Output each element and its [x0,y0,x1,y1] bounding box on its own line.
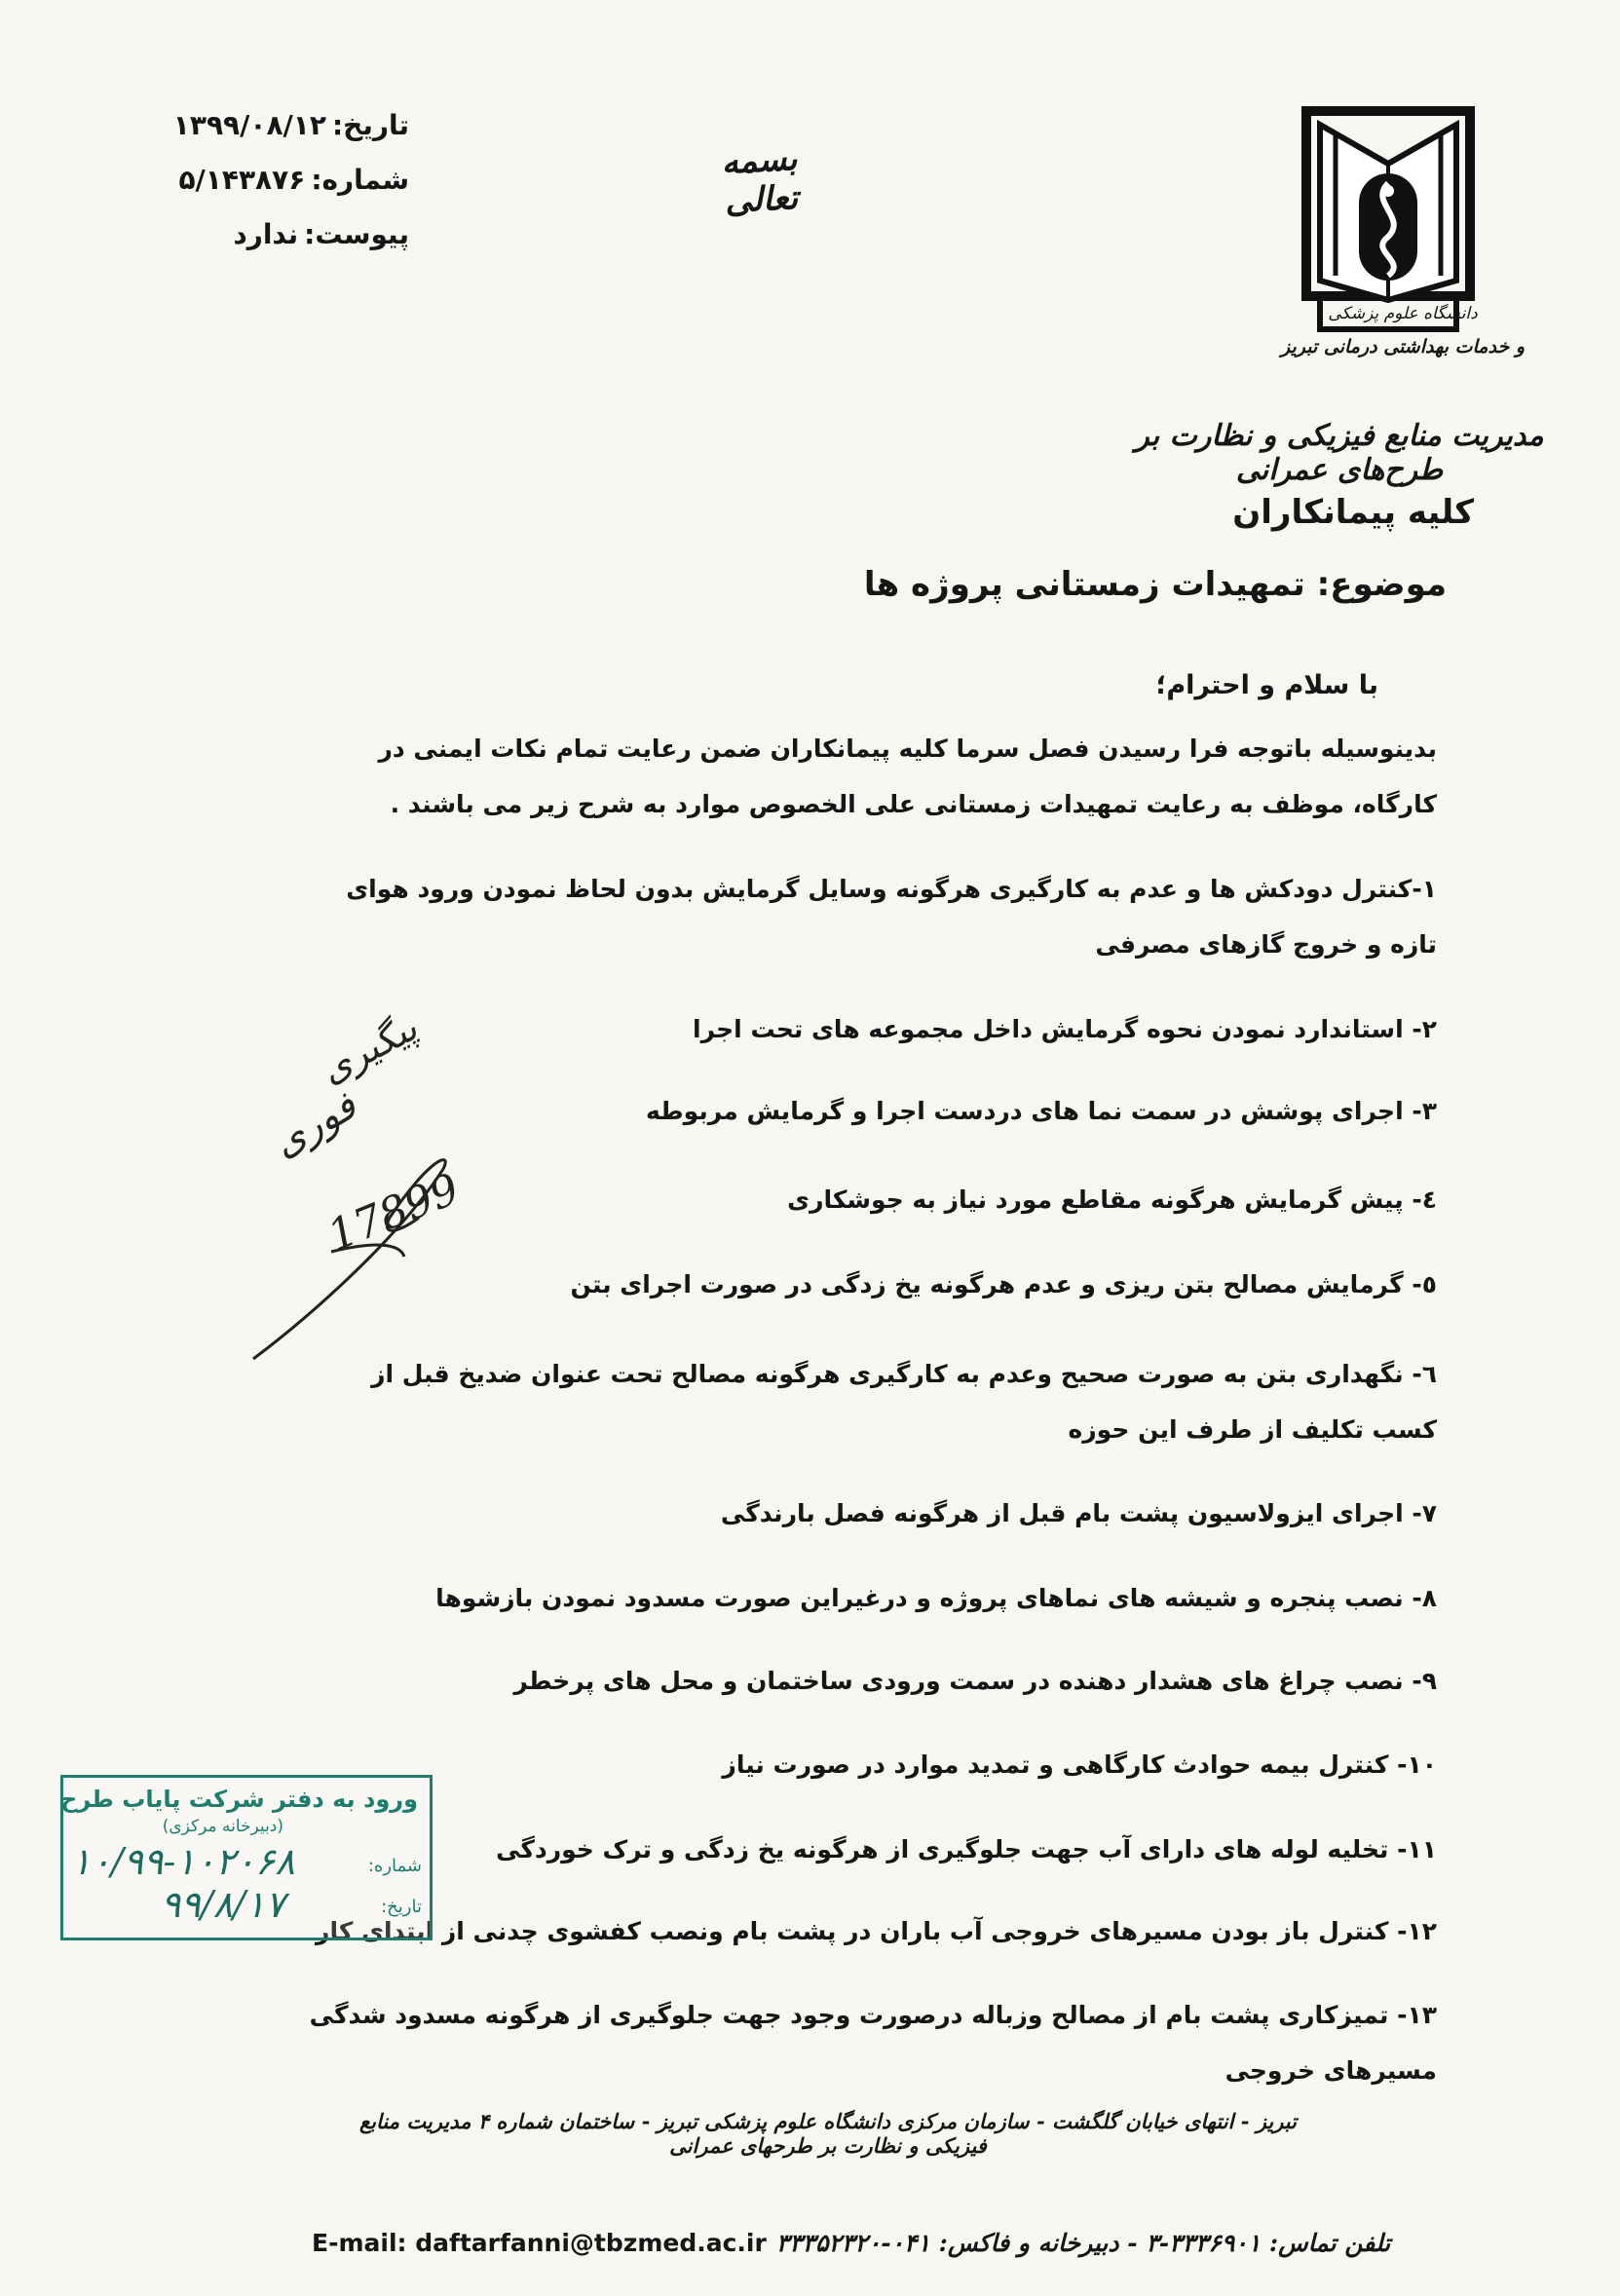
list-item: ۱-کنترل دودکش ها و عدم به کارگیری هرگونه وسایل گرمایش بدون لحاظ نمودن ورود هوای تازه و خروج گازهای مصرفی [346,875,1437,959]
list-item: ۷- اجرای ایزولاسیون پشت بام قبل از هرگونه فصل بارندگی [720,1499,1437,1527]
attachment-row [175,207,409,261]
list-item: ۳- اجرای پوشش در سمت نما های دردست اجرا و گرمایش مربوطه [645,1097,1437,1125]
recipient: کلیه پیمانکاران [1232,493,1474,532]
annotation-line1: پیگیری [313,1005,425,1092]
list-item: ٦- نگهداری بتن به صورت صحیح وعدم به کارگیری هرگونه مصالح تحت عنوان ضدیخ قبل از کسب تکلیف از طرف این حوزه [371,1360,1437,1444]
receipt-stamp [60,1775,433,1940]
footer-email: E-mail: daftarfanni@tbzmed.ac.ir [312,2229,767,2257]
stamp-title: ورود به دفتر شرکت پایاب طرح [60,1786,418,1813]
number-row [175,152,409,207]
greeting: با سلام و احترام؛ [1155,670,1378,700]
attachment-value: ندارد [233,217,299,250]
subject: موضوع: تمهیدات زمستانی پروژه ها [863,565,1447,604]
stamp-date-label: تاریخ: [381,1897,422,1917]
list-item: ۹- نصب چراغ های هشدار دهنده در سمت ورودی ساختمان و محل های پرخطر [513,1667,1437,1695]
handwritten-annotation [234,994,546,1383]
university-logo-icon [1300,105,1476,334]
date-row [172,97,409,152]
stamp-subtitle: (دبیرخانه مرکزی) [162,1817,283,1836]
list-item: ۱۱- تخلیه لوله های دارای آب جهت جلوگیری از هرگونه یخ زدگی و ترک خوردگی [496,1835,1437,1863]
list-item: ۲- استاندارد نمودن نحوه گرمایش داخل مجموعه های تحت اجرا [693,1015,1437,1043]
list-item: ۱۳- تمیزکاری پشت بام از مصالح وزباله درصورت وجود جهت جلوگیری از هرگونه مسدود شدگی مسیرهای خروجی [309,2001,1437,2085]
footer-contact [312,2229,1391,2257]
letter-meta [172,97,409,261]
date-value: ۱۳۹۹/۰۸/۱۲ [172,108,326,141]
date-label: تاریخ: [331,108,409,141]
footer-address: تبریز - انتهای خیابان گلگشت - سازمان مرکزی دانشگاه علوم پزشکی تبریز - ساختمان شماره ۴ مدیریت منابع فیزیکی و نظارت بر طرحهای عمرانی [359,2109,1297,2158]
annotation-number: 17899 [320,1163,467,1261]
bismillah: بسمه تعالی [720,139,800,221]
footer-phone: تلفن تماس: ۳۳۳۶۹۰۱-۳ - دبیرخانه و فاکس: ۰۴۱-۳۳۳۵۲۳۲۰ [775,2229,1391,2257]
number-value: ۵/۱۴۳۸۷۶ [178,163,306,196]
number-label: شماره: [311,163,409,196]
stamp-date-value: ۹۹/۸/۱۷ [161,1883,285,1926]
list-item: ۱۲- کنترل باز بودن مسیرهای خروجی آب باران در پشت بام ونصب کفشوی چدنی از ابتدای کار [316,1917,1437,1945]
logo-caption-line2: و خدمات بهداشتی درمانی تبریز [1281,336,1525,358]
stamp-number-label: شماره: [367,1856,422,1876]
list-item: ٥- گرمایش مصالح بتن ریزی و عدم هرگونه یخ زدگی در صورت اجرای بتن [570,1270,1437,1299]
attachment-label: پیوست: [304,217,409,250]
list-item: ٤- پیش گرمایش هرگونه مقاطع مورد نیاز به جوشکاری [787,1186,1437,1214]
annotation-line2: فوری [265,1083,364,1167]
list-item: ۱۰- کنترل بیمه حوادث کارگاهی و تمدید موارد در صورت نیاز [722,1750,1437,1779]
intro-paragraph: بدینوسیله باتوجه فرا رسیدن فصل سرما کلیه پیمانکاران ضمن رعایت تمام نکات ایمنی در کارگاه، موظف به رعایت تمهیدات زمستانی علی الخصوص موارد به شرح زیر می باشند . [378,734,1437,818]
stamp-number-value: ۱۰/۹۹-۱۰۲۰۶۸ [71,1840,295,1883]
department-name: مدیریت منابع فیزیکی و نظارت بر طرح‌های عمرانی [1135,419,1544,487]
logo-caption-line1: دانشگاه علوم پزشکی [1328,304,1478,323]
list-item: ۸- نصب پنجره و شیشه های نماهای پروژه و درغیراین صورت مسدود نمودن بازشوها [435,1584,1437,1612]
